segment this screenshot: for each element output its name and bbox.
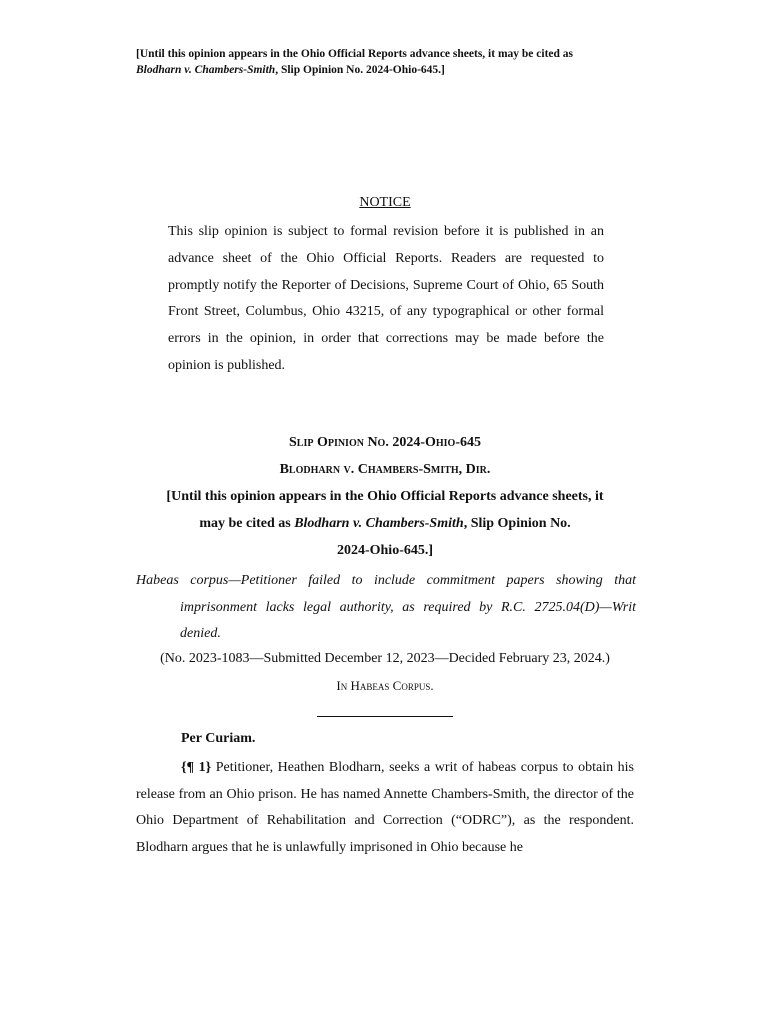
citation-header-note (136, 46, 636, 78)
header-note-case-name: Blodharn v. Chambers-Smith (136, 64, 276, 76)
cite-note-line3: 2024-Ohio-645.] (336, 543, 434, 558)
syllabus (136, 568, 636, 648)
divider-rule (317, 716, 453, 717)
header-note-line2: , Slip Opinion No. 2024-Ohio-645.] (275, 64, 445, 76)
syllabus-text: Habeas corpus—Petitioner failed to include commitment papers showing that imprisonment lacks legal authority, as required by R.C. 2725.04(D)—Writ denied. (136, 573, 636, 641)
slip-opinion-number: Slip Opinion No. 2024-Ohio-645 (288, 435, 481, 450)
per-curiam-heading: Per Curiam. (181, 731, 256, 746)
header-note-line1: [Until this opinion appears in the Ohio Official Reports advance sheets, it may be cited as (136, 48, 574, 60)
cite-note-line2 (0, 515, 770, 533)
docket-line: (No. 2023-1083—Submitted December 12, 2023—Decided February 23, 2024.) (160, 651, 610, 666)
notice-title: NOTICE (359, 195, 411, 210)
cite-note-line2-pre: may be cited as (199, 516, 295, 531)
cite-note-line1: [Until this opinion appears in the Ohio Official Reports advance sheets, it (166, 489, 604, 504)
cite-note-case-name: Blodharn v. Chambers-Smith (294, 516, 464, 531)
notice-body: This slip opinion is subject to formal revision before it is published in an advance sheet of the Ohio Official Reports. Readers are requested to promptly notify the Reporter of Decisions, Supreme Court of Ohio, 65 South Front Street, Columbus, Ohio 43215, of any typographical or other formal errors in the opinion, in order that corrections may be made before the opinion is published. (168, 224, 604, 373)
opinion-paragraph-1 (136, 755, 634, 861)
cite-note-line2-post: , Slip Opinion No. (463, 516, 571, 531)
court-heading: In Habeas Corpus. (336, 678, 434, 693)
paragraph-number: {¶ 1} (181, 760, 212, 775)
case-parties: Blodharn v. Chambers-Smith, Dir. (279, 462, 491, 477)
paragraph-text: Petitioner, Heathen Blodharn, seeks a writ of habeas corpus to obtain his release from an Ohio prison. He has named Annette Chambers-Smith, the director of the Ohio Department of Rehabilitation and Correction (“ODRC”), as the respondent. Blodharn argues that he is unlawfully imprisoned in Ohio because he (136, 760, 634, 855)
